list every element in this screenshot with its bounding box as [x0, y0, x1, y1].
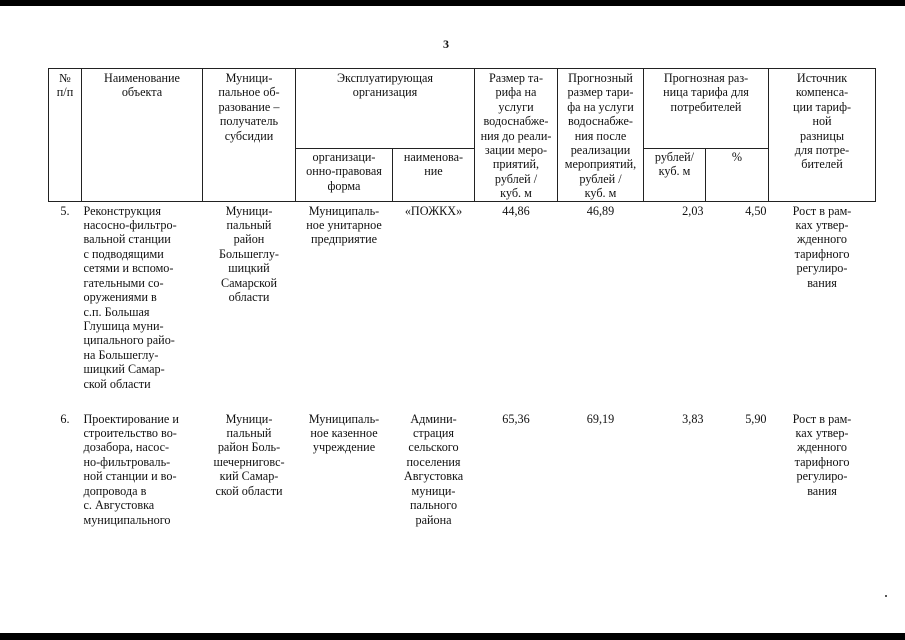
tariff-table — [48, 68, 876, 540]
row-num: 6. — [60, 411, 70, 426]
header-operator-name: наименова- ние — [393, 149, 475, 202]
header-operator: Эксплуатирующая организация — [296, 69, 475, 149]
row-legal-form: Муниципаль- ное казенное учреждение — [308, 411, 380, 455]
scan-border-bottom — [0, 633, 905, 640]
header-operator-legal-form: организаци- онно-правовая форма — [296, 149, 393, 202]
row-municipality: Муници- пальный район Боль- шечерниговс- кий Самар- ской области — [213, 411, 285, 498]
row-operator-name: «ПОЖКХ» — [404, 203, 463, 218]
header-diff-rub: рублей/ куб. м — [644, 149, 706, 202]
row-diff-rub: 3,83 — [682, 411, 704, 426]
header-num: № п/п — [49, 69, 82, 202]
header-tariff-before: Размер та- рифа на услуги водоснабже- ния до реали- зации меро- приятий, рублей / куб. м — [475, 69, 558, 202]
row-object-name: Реконструкция насосно-фильтро- вальной станции с подводящими сетями и вспомо- гательными со- оружениями в с.п. Большая Глушица муни- ципального райо- на Большеглу- шицкий Самар- ской области — [83, 203, 177, 391]
header-diff-pct: % — [706, 149, 769, 202]
header-object-name: Наименование объекта — [82, 69, 203, 202]
row-source: Рост в рам- ках утвер- жденного тарифного регулиро- вания — [792, 203, 852, 290]
row-tariff-after: 69,19 — [586, 411, 615, 426]
table-row — [49, 410, 876, 540]
table-body — [49, 201, 876, 540]
row-num: 5. — [60, 203, 70, 218]
row-object-name: Проектирование и строительство во- дозабора, насос- но-фильтроваль- ной станции и во- допровода в с. Августовка муниципального — [83, 411, 179, 527]
row-municipality: Муници- пальный район Большеглу- шицкий Самарской области — [219, 203, 279, 305]
row-tariff-after: 46,89 — [586, 203, 615, 218]
row-operator-name: Админи- страция сельского поселения Августовка муници- пального района — [403, 411, 464, 527]
header-tariff-after: Прогнозный размер тари- фа на услуги водоснабже- ния после реализации мероприятий, рублей / куб. м — [558, 69, 644, 202]
row-legal-form: Муниципаль- ное унитарное предприятие — [306, 203, 382, 247]
row-diff-pct: 4,50 — [745, 203, 767, 218]
row-diff-pct: 5,90 — [745, 411, 767, 426]
row-diff-rub: 2,03 — [682, 203, 704, 218]
scan-border-top — [0, 0, 905, 6]
header-forecast-diff: Прогнозная раз- ница тарифа для потребителей — [644, 69, 769, 149]
page-number: 3 — [443, 37, 449, 51]
table-header — [49, 69, 876, 202]
header-municipality: Муници- пальное об- разование – получатель субсидии — [203, 69, 296, 202]
row-tariff-before: 44,86 — [502, 203, 530, 218]
row-tariff-before: 65,36 — [502, 411, 530, 426]
row-source: Рост в рам- ках утвер- жденного тарифного регулиро- вания — [792, 411, 852, 498]
scan-speck — [885, 595, 887, 597]
header-source: Источник компенса- ции тариф- ной разницы для потре- бителей — [769, 69, 876, 202]
table-row — [49, 201, 876, 410]
